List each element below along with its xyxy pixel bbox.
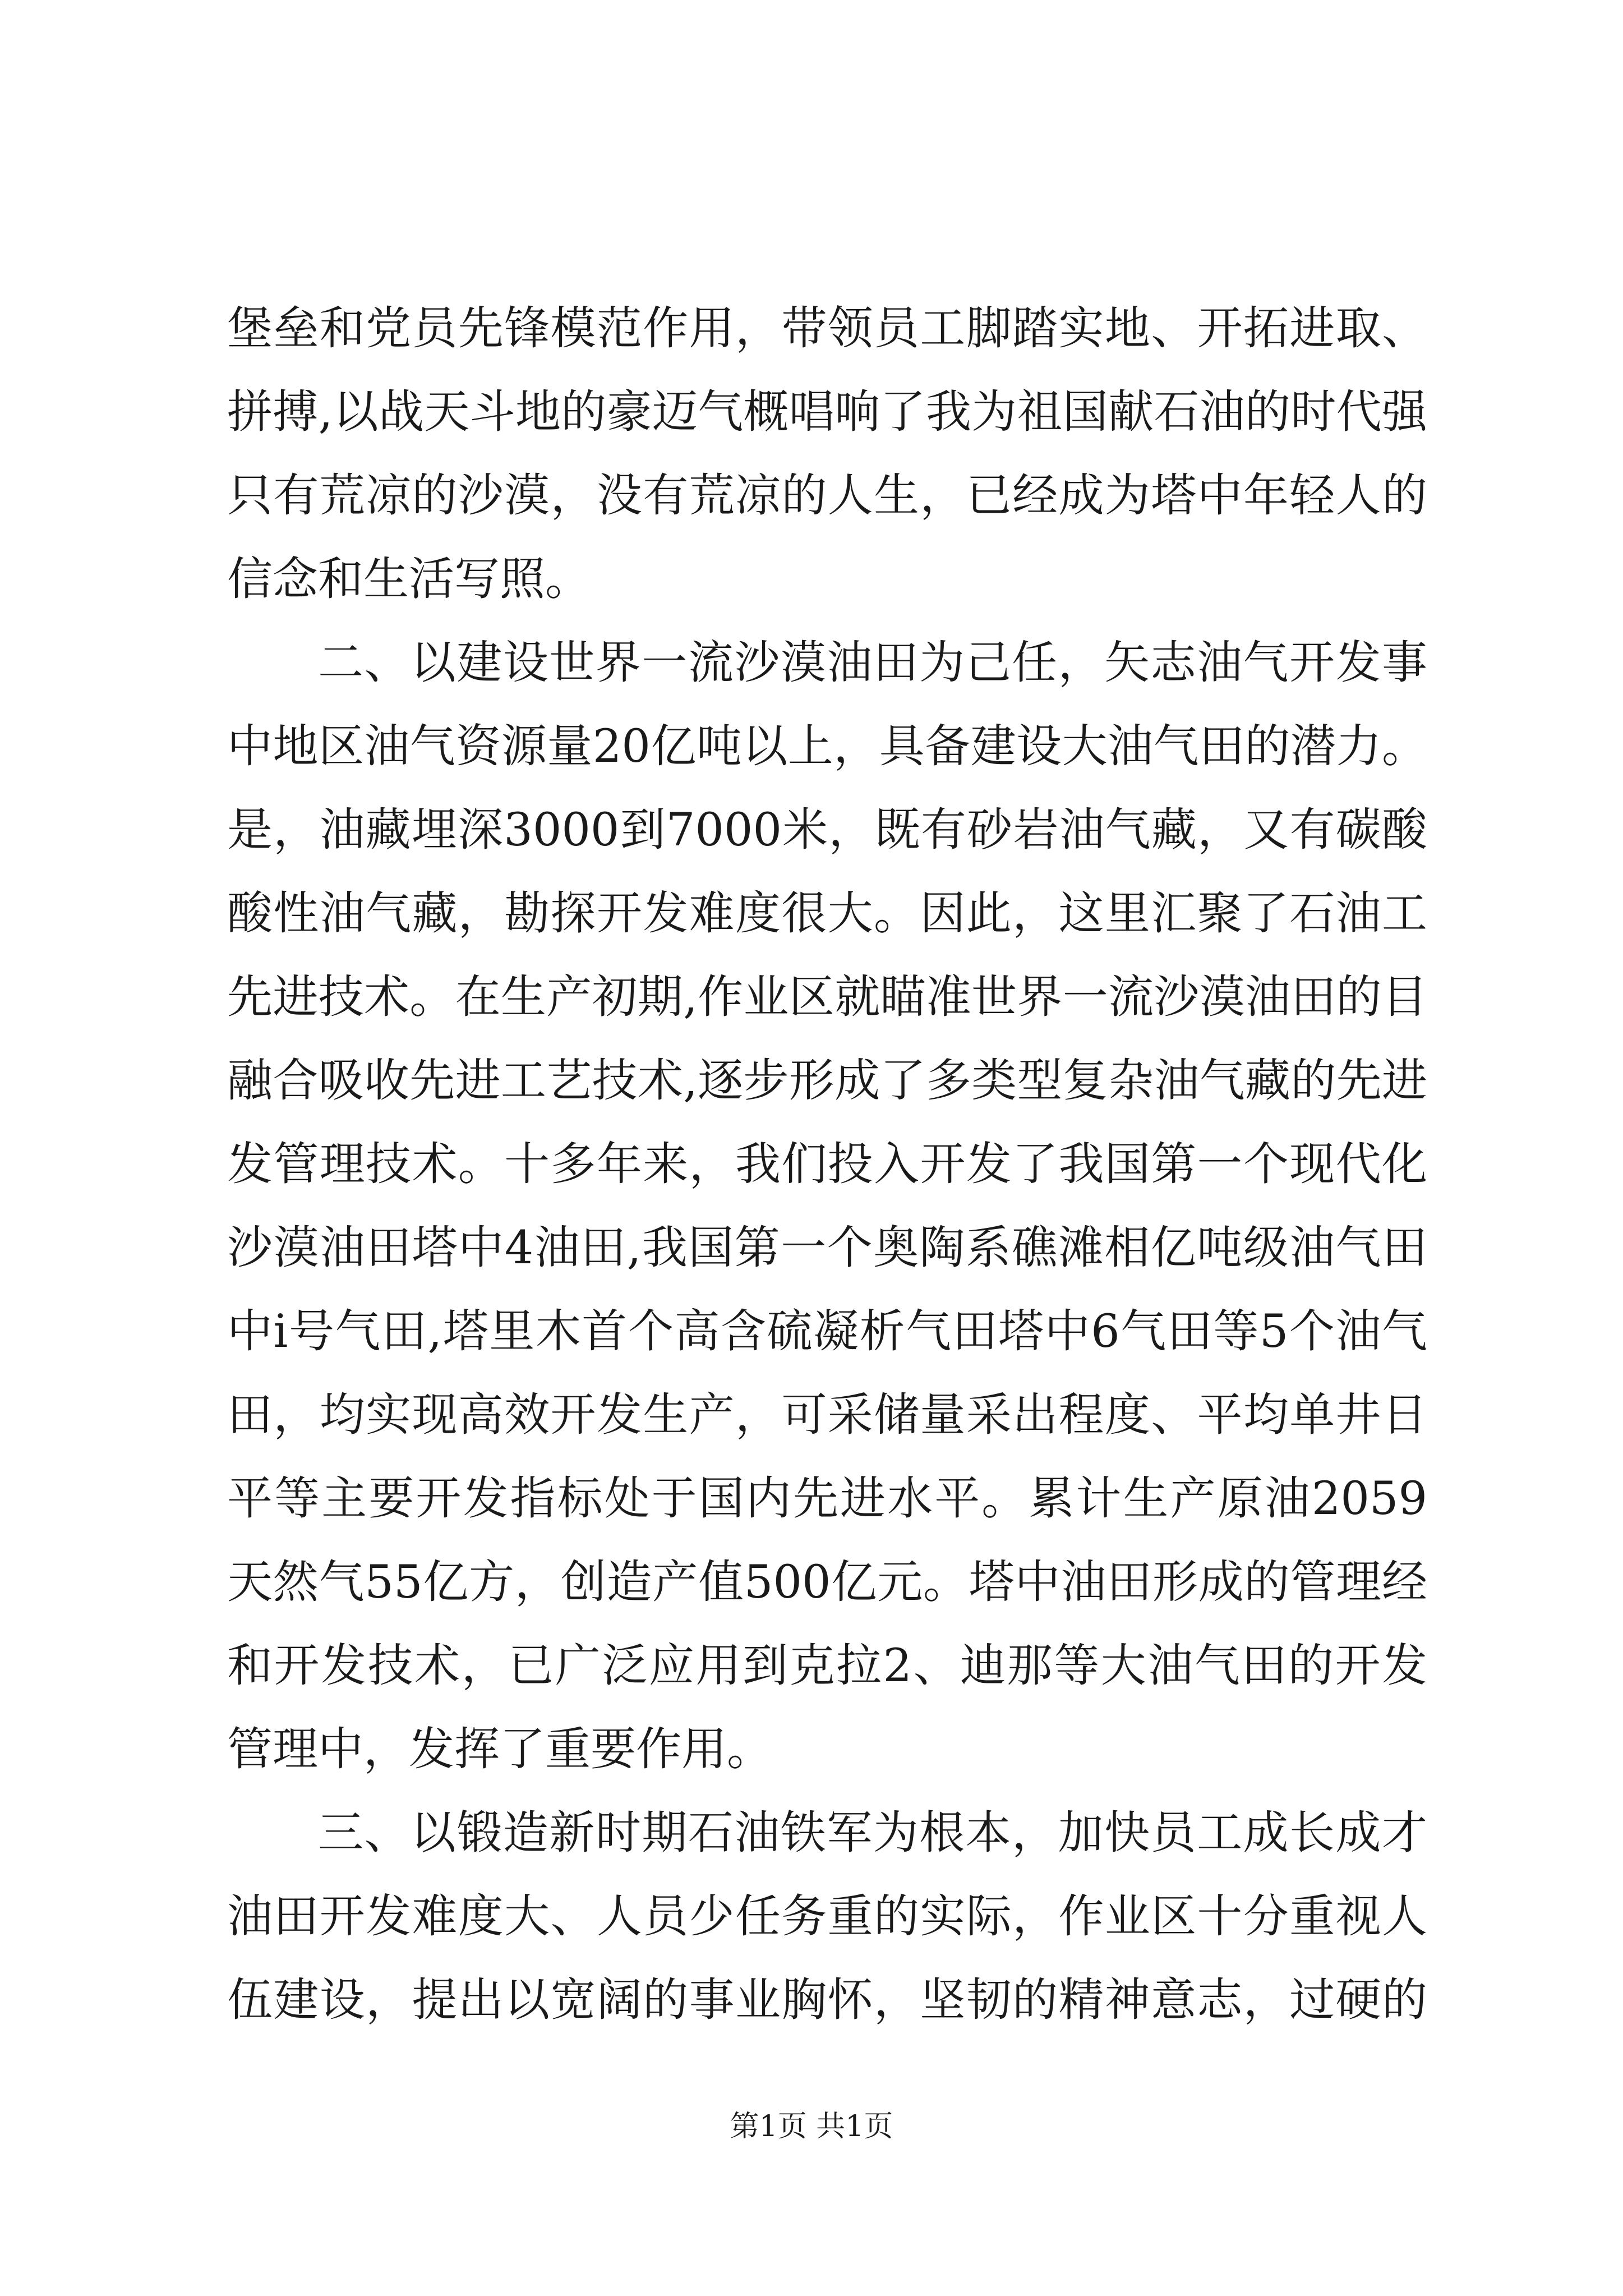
page-footer: 第1页 共1页 [730,2110,893,2143]
text-line: 只有荒凉的沙漠，没有荒凉的人生，已经成为塔中年轻人的 [227,470,1427,522]
text-line: 堡垒和党员先锋模范作用，带领员工脚踏实地、开拓进取、 [227,302,1427,355]
text-line: 发管理技术。十多年来，我们投入开发了我国第一个现代化 [227,1138,1427,1191]
document-body [227,287,1427,2042]
text-line: 中地区油气资源量20亿吨以上，具备建设大油气田的潜力。 [227,720,1427,773]
text-line: 油田开发难度大、人员少任务重的实际，作业区十分重视人 [227,1890,1427,1943]
text-line: 沙漠油田塔中4油田,我国第一个奥陶系礁滩相亿吨级油气田 [227,1222,1427,1274]
text-line: 二、以建设世界一流沙漠油田为己任，矢志油气开发事 [318,637,1427,689]
text-line: 伍建设，提出以宽阔的事业胸怀，坚韧的精神意志，过硬的 [227,1974,1427,2027]
text-line: 三、以锻造新时期石油铁军为根本，加快员工成长成才 [318,1807,1427,1860]
text-line: 和开发技术，已广泛应用到克拉2、迪那等大油气田的开发 [227,1640,1427,1692]
text-line: 信念和生活写照。 [227,553,591,606]
text-line: 平等主要开发指标处于国内先进水平。累计生产原油2059 [227,1473,1427,1525]
text-line: 酸性油气藏，勘探开发难度很大。因此，这里汇聚了石油工 [227,887,1427,940]
text-line: 拼搏,以战天斗地的豪迈气概唱响了我为祖国献石油的时代强 [227,386,1427,439]
text-line: 中ⅰ号气田,塔里木首个高含硫凝析气田塔中6气田等5个油气 [227,1305,1427,1358]
text-line: 是，油藏埋深3000到7000米，既有砂岩油气藏，又有碳酸 [227,804,1427,857]
text-line: 天然气55亿方，创造产值500亿元。塔中油田形成的管理经 [227,1556,1427,1609]
text-line: 田，均实现高效开发生产，可采储量采出程度、平均单井日 [227,1389,1427,1442]
text-line: 融合吸收先进工艺技术,逐步形成了多类型复杂油气藏的先进 [227,1055,1427,1107]
text-line: 先进技术。在生产初期,作业区就瞄准世界一流沙漠油田的目 [227,971,1427,1024]
text-line: 管理中，发挥了重要作用。 [227,1723,773,1776]
